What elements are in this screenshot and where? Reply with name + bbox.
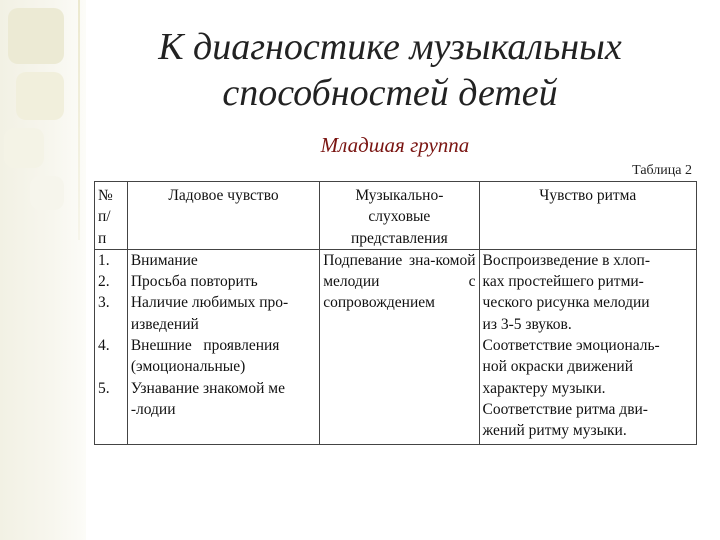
- list-item: -лодии: [130, 400, 176, 418]
- header-number: № п/ п: [95, 182, 128, 250]
- rhythm-line: жений ритму музыки.: [482, 422, 627, 440]
- title-line-1: К диагностике музыкальных: [158, 26, 622, 68]
- list-item: (эмоциональные): [130, 358, 246, 376]
- decorative-square: [8, 8, 64, 64]
- row-number: [98, 356, 124, 377]
- list-item: Внимание: [130, 251, 198, 269]
- list-item: Наличие любимых про-: [130, 294, 289, 312]
- header-musical: Музыкально- слуховые представления: [320, 182, 479, 250]
- header-rhythm: Чувство ритма: [479, 182, 696, 250]
- cell-ladovoe: [127, 249, 319, 444]
- rhythm-line: ческого рисунка мелодии: [482, 294, 650, 312]
- table-header-row: [95, 182, 697, 250]
- decorative-left-band: [0, 0, 86, 540]
- list-item: Узнавание знакомой ме: [130, 379, 285, 397]
- row-number: 1.: [98, 251, 110, 269]
- decorative-square: [16, 72, 64, 120]
- rhythm-line: Соответствие эмоциональ-: [482, 337, 660, 355]
- slide-title: [110, 24, 670, 116]
- row-number: 3.: [98, 294, 110, 312]
- decorative-square: [30, 176, 64, 210]
- decorative-line: [78, 0, 80, 240]
- slide-subtitle: Младшая группа: [320, 133, 470, 157]
- cell-rhythm: [479, 249, 696, 444]
- title-line-2: способностей детей: [222, 72, 558, 114]
- list-item: Просьба повторить: [130, 273, 258, 291]
- rhythm-line: Воспроизведение в хлоп-: [482, 251, 650, 269]
- row-number: [98, 314, 124, 335]
- rhythm-line: из 3-5 звуков.: [482, 315, 572, 333]
- rhythm-line: Соответствие ритма дви-: [482, 400, 648, 418]
- cell-musical: Подпевание зна-комой мелодии с сопровождением: [320, 249, 479, 444]
- table-caption: Таблица 2: [632, 163, 692, 178]
- rhythm-line: ках простейшего ритми-: [482, 273, 644, 291]
- list-item: изведений: [130, 315, 199, 333]
- decorative-square: [4, 128, 44, 168]
- diagnostics-table: [94, 181, 697, 445]
- list-item: Внешние проявления: [130, 337, 280, 355]
- rhythm-line: характеру музыки.: [482, 379, 606, 397]
- row-number: 4.: [98, 337, 110, 355]
- row-number: 5.: [98, 379, 110, 397]
- table-row: [95, 249, 697, 444]
- rhythm-line: ной окраски движений: [482, 358, 634, 376]
- cell-numbers: [95, 249, 128, 444]
- row-number: 2.: [98, 273, 110, 291]
- header-ladovoe: Ладовое чувство: [127, 182, 319, 250]
